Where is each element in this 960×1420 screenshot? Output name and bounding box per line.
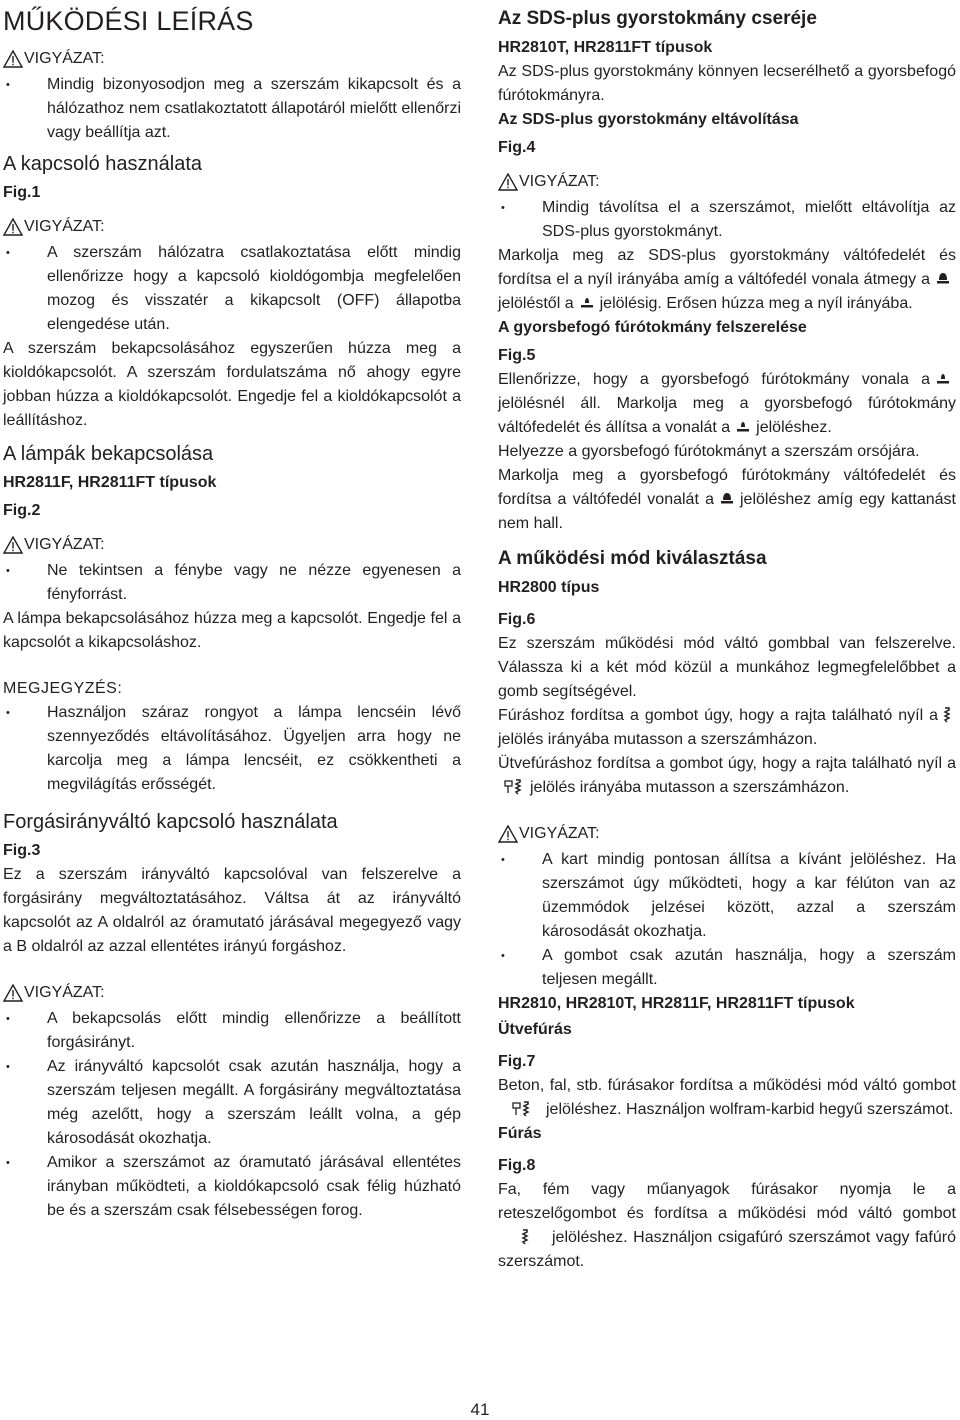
caution-bullet: • Mindig bizonyosodjon meg a szerszám kikapcsolt és a hálózathoz nem csatlakoztatott állapotáról mielőtt ellenőrzi vagy beállítja azt. xyxy=(3,73,461,145)
drill-heading: Fúrás xyxy=(498,1125,542,1142)
lamp-text: A lámpa bekapcsolásához húzza meg a kapcsolót. Engedje fel a kapcsolót a kikapcsoláshoz. xyxy=(3,610,461,651)
section-heading-switch: A kapcsoló használata xyxy=(3,153,203,175)
fig-ref-3: Fig.3 xyxy=(3,842,41,859)
section-heading-reverse: Forgásirányváltó kapcsoló használata xyxy=(3,811,338,833)
caution-header xyxy=(3,47,461,71)
switch-text: A szerszám bekapcsolásához egyszerűen húzza meg a kioldókapcsolót. A szerszám fordulatszáma nő ahogy egyre jobban húzza a kioldókapcsolót. Engedje fel a kioldókapcsolót a leállításhoz. xyxy=(3,340,461,429)
caution-header xyxy=(3,981,461,1005)
lock-open-icon xyxy=(736,419,750,435)
reverse-text: Ez a szerszám irányváltó kapcsolóval van felszerelve a forgásirány megváltoztatásához. Váltsa át az irányváltó kapcsolót az A oldalról az óramutató járásával megegyező vagy a B oldalról az azzal ellentétes irányú forgáshoz. xyxy=(3,866,461,955)
fig-ref-1: Fig.1 xyxy=(3,184,41,201)
caution-label: VIGYÁZAT: xyxy=(519,825,600,842)
install-text-3: Markolja meg a gyorsbefogó fúrótokmány váltófedelét és fordítsa a váltófedél vonalát a jelöléshez amíg egy kattanást nem hall. xyxy=(498,467,956,532)
mode-text-3: Ütvefúráshoz fordítsa a gombot úgy, hogy a rajta található nyíl ajelölés irányába mutasson a szerszámházon. xyxy=(498,755,956,796)
section-heading-sds: Az SDS-plus gyorstokmány cseréje xyxy=(498,8,817,29)
lock-open-icon xyxy=(580,295,594,311)
right-column xyxy=(498,0,956,1274)
caution-bullet: • A bekapcsolás előtt mindig ellenőrizze a beállított forgásirányt. xyxy=(3,1007,461,1055)
caution-header xyxy=(3,215,461,239)
warning-icon xyxy=(498,173,518,191)
caution-bullet: • A kart mindig pontosan állítsa a kívánt jelöléshez. Ha szerszámot úgy működteti, hogy a kar félúton van az üzemmódok jelzései között, azzal a szerszám károsodását okozhatja. xyxy=(498,848,956,944)
caution-bullet: • Mindig távolítsa el a szerszámot, mielőtt eltávolítja az SDS-plus gyorstokmányt. xyxy=(498,196,956,244)
mode-models: HR2800 típus xyxy=(498,579,600,596)
install-text-2: Helyezze a gyorsbefogó fúrótokmányt a szerszám orsójára. xyxy=(498,443,920,460)
remove-text: Markolja meg az SDS-plus gyorstokmány váltófedelét és fordítsa el a nyíl irányába amíg a váltófedél vonala átmegy ajelöléstől a jelölésig. Erősen húzza meg a nyíl irányába. xyxy=(498,247,956,312)
fig-ref-5: Fig.5 xyxy=(498,347,536,364)
caution-bullet: • A szerszám hálózatra csatlakoztatása előtt mindig ellenőrizze hogy a kapcsoló kioldógombja megfelelően mozog és visszatér a kikapcsolt (OFF) állapotba elengedése után. xyxy=(3,241,461,337)
warning-icon xyxy=(3,984,23,1002)
fig-ref-2: Fig.2 xyxy=(3,502,41,519)
lock-closed-icon xyxy=(936,271,950,287)
caution-bullet: • A gombot csak azután használja, hogy a szerszám teljesen megállt. xyxy=(498,944,956,992)
page-number: 41 xyxy=(470,1400,490,1419)
note-bullet: • Használjon száraz rongyot a lámpa lencséin lévő szennyeződés eltávolításához. Ügyeljen arra hogy ne karcolja meg a lámpa lencséit, ez csökkentheti a megvilágítás erősségét. xyxy=(3,701,461,797)
drill-bit-icon xyxy=(520,1229,530,1245)
warning-icon xyxy=(3,536,23,554)
caution-bullet: • Az irányváltó kapcsolót csak azután használja, hogy a szerszám teljesen megállt. A forgásirány megváltoztatása még azelőtt, hogy a szerszám leállt volna, a gép károsodását okozhatja. xyxy=(3,1055,461,1151)
sds-intro: Az SDS-plus gyorstokmány könnyen lecserélhető a gyorsbefogó fúrótokmányra. xyxy=(498,63,956,104)
install-heading: A gyorsbefogó fúrótokmány felszerelése xyxy=(498,319,807,336)
fig-ref-8: Fig.8 xyxy=(498,1157,536,1174)
fig-ref-4: Fig.4 xyxy=(498,139,536,156)
drill-text: Fa, fém vagy műanyagok fúrásakor nyomja le a reteszelőgombot és fordítsa a működési mód váltó gombotjelöléshez. Használjon csigafúró szerszámot vagy fafúró szerszámot. xyxy=(498,1181,956,1270)
note-label: MEGJEGYZÉS: xyxy=(3,680,123,697)
hammer-drill-text: Beton, fal, stb. fúrásakor fordítsa a működési mód váltó gombotjelöléshez. Használjon wolfram-karbid hegyű szerszámot. xyxy=(498,1077,956,1118)
mode-text-2: Fúráshoz fordítsa a gombot úgy, hogy a rajta található nyíl ajelölés irányába mutasson a szerszámházon. xyxy=(498,704,956,752)
left-column xyxy=(3,0,461,1223)
mode-text-1: Ez szerszám működési mód váltó gombbal van felszerelve. Válassza ki a két mód közül a munkához legmegfelelőbbet a gomb segítségével. xyxy=(498,635,956,700)
hammer-drill-icon xyxy=(512,1101,532,1117)
install-text: Ellenőrizze, hogy a gyorsbefogó fúrótokmány vonala ajelölésnél áll. Markolja meg a gyorsbefogó fúrótokmány váltófedelét és állítsa a vonalát a jelöléshez. xyxy=(498,371,956,436)
hammer-drill-icon xyxy=(504,779,524,795)
warning-icon xyxy=(3,50,23,68)
lock-closed-icon xyxy=(720,491,734,507)
warning-icon xyxy=(3,218,23,236)
lamp-models: HR2811F, HR2811FT típusok xyxy=(3,474,217,491)
caution-label: VIGYÁZAT: xyxy=(24,50,105,67)
caution-header xyxy=(498,170,956,194)
drill-bit-icon xyxy=(942,707,952,723)
section-heading-mode: A működési mód kiválasztása xyxy=(498,548,767,569)
caution-bullet: • Amikor a szerszámot az óramutató járásával ellentétes irányban működteti, a kioldókapcsoló csak félig húzható be és a szerszám csak félsebességen forog. xyxy=(3,1151,461,1223)
warning-icon xyxy=(498,825,518,843)
caution-header xyxy=(498,822,956,846)
hammer-drill-heading: Ütvefúrás xyxy=(498,1021,572,1038)
fig-ref-7: Fig.7 xyxy=(498,1053,536,1070)
caution-label: VIGYÁZAT: xyxy=(24,984,105,1001)
lock-open-icon xyxy=(936,371,950,387)
caution-label: VIGYÁZAT: xyxy=(519,173,600,190)
caution-label: VIGYÁZAT: xyxy=(24,536,105,553)
remove-heading: Az SDS-plus gyorstokmány eltávolítása xyxy=(498,111,799,128)
caution-bullet: • Ne tekintsen a fénybe vagy ne nézze egyenesen a fényforrást. xyxy=(3,559,461,607)
sds-models: HR2810T, HR2811FT típusok xyxy=(498,39,713,56)
fig-ref-6: Fig.6 xyxy=(498,611,536,628)
page-title: MŰKÖDÉSI LEÍRÁS xyxy=(3,6,254,36)
caution-label: VIGYÁZAT: xyxy=(24,218,105,235)
models-heading: HR2810, HR2810T, HR2811F, HR2811FT típusok xyxy=(498,995,855,1012)
caution-header xyxy=(3,533,461,557)
section-heading-lamp: A lámpák bekapcsolása xyxy=(3,443,214,465)
